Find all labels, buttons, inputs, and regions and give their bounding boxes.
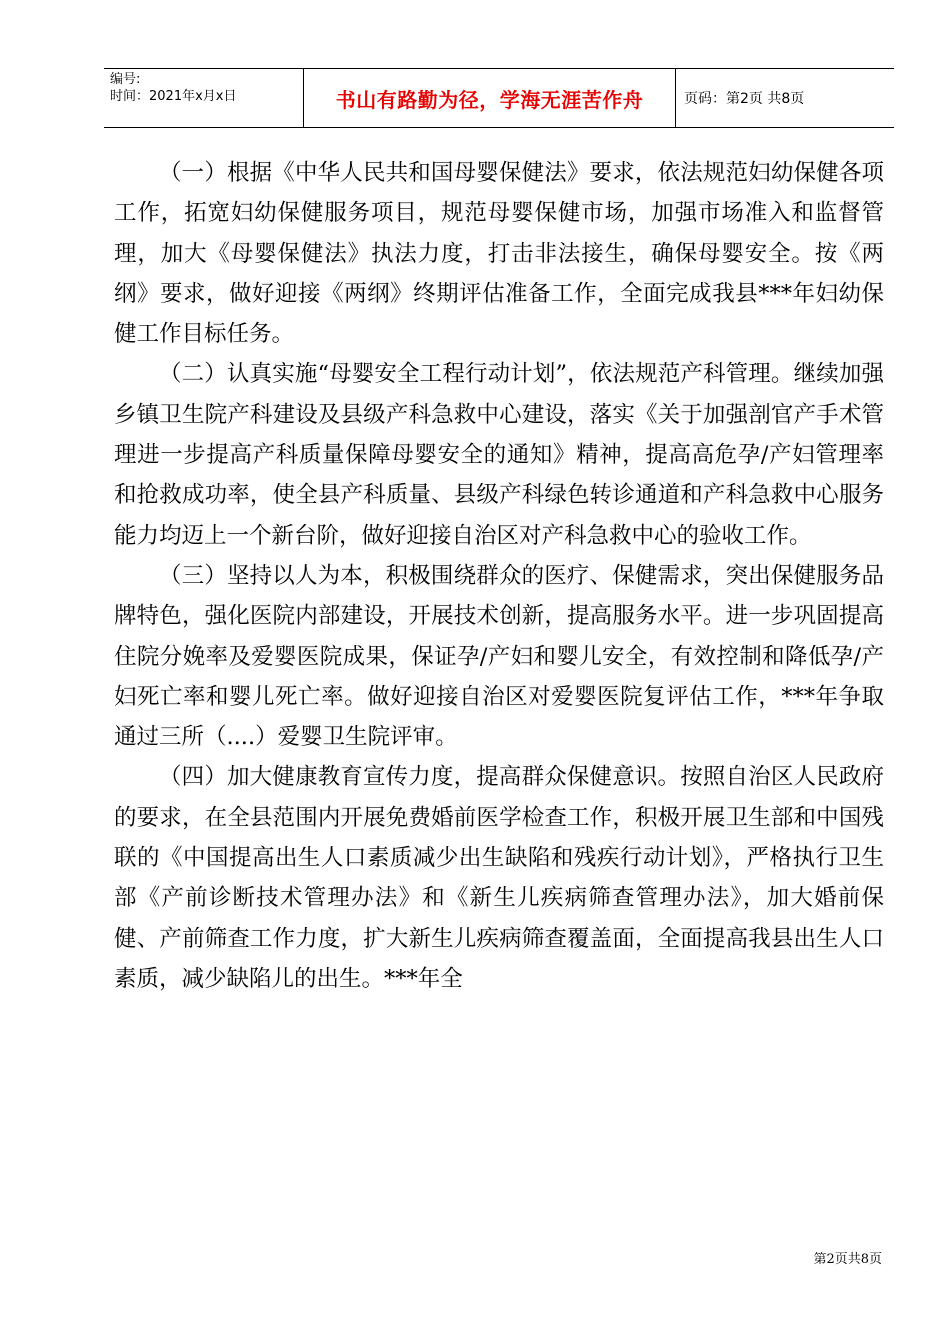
header-motto: 书山有路勤为径，学海无涯苦作舟 xyxy=(304,69,676,127)
paragraph-3: （三）坚持以人为本，积极围绕群众的医疗、保健需求，突出保健服务品牌特色，强化医院内部建设，开展技术创新，提高服务水平。进一步巩固提高住院分娩率及爱婴医院成果，保证孕/产妇和婴儿安全，有效控制和降低孕/产妇死亡率和婴儿死亡率。做好迎接自治区对爱婴医院复评估工作，***年争取通过三所（....）爱婴卫生院评审。 xyxy=(114,562,884,751)
serial-label: 编号: xyxy=(110,72,141,87)
paragraph-1: （一）根据《中华人民共和国母婴保健法》要求，依法规范妇幼保健各项工作，拓宽妇幼保健服务项目，规范母婴保健市场，加强市场准入和监督管理，加大《母婴保健法》执法力度，打击非法接生，确保母婴安全。按《两纲》要求，做好迎接《两纲》终期评估准备工作，全面完成我县***年妇幼保健工作目标任务。 xyxy=(114,160,884,348)
header-meta xyxy=(104,69,304,127)
time-label: 时间：2021年x月x日 xyxy=(110,89,237,104)
document-body xyxy=(114,153,884,999)
page-header xyxy=(104,68,894,128)
header-page-info: 页码：第2页 共8页 xyxy=(684,91,805,107)
paragraph-4: （四）加大健康教育宣传力度，提高群众保健意识。按照自治区人民政府的要求，在全县范围内开展免费婚前医学检查工作，积极开展卫生部和中国残联的《中国提高出生人口素质减少出生缺陷和残疾行动计划》，严格执行卫生部《产前诊断技术管理办法》和《新生儿疾病筛查管理办法》，加大婚前保健、产前筛查工作力度，扩大新生儿疾病筛查覆盖面，全面提高我县出生人口素质，减少缺陷儿的出生。***年全 xyxy=(114,764,884,992)
page-footer: 第2页共8页 xyxy=(813,1252,882,1267)
paragraph-2: （二）认真实施“母婴安全工程行动计划”，依法规范产科管理。继续加强乡镇卫生院产科建设及县级产科急救中心建设，落实《关于加强剖官产手术管理进一步提高产科质量保障母婴安全的通知》精神，提高高危孕/产妇管理率和抢救成功率，使全县产科质量、县级产科绿色转诊通道和产科急救中心服务能力均迈上一个新台阶，做好迎接自治区对产科急救中心的验收工作。 xyxy=(114,361,884,549)
